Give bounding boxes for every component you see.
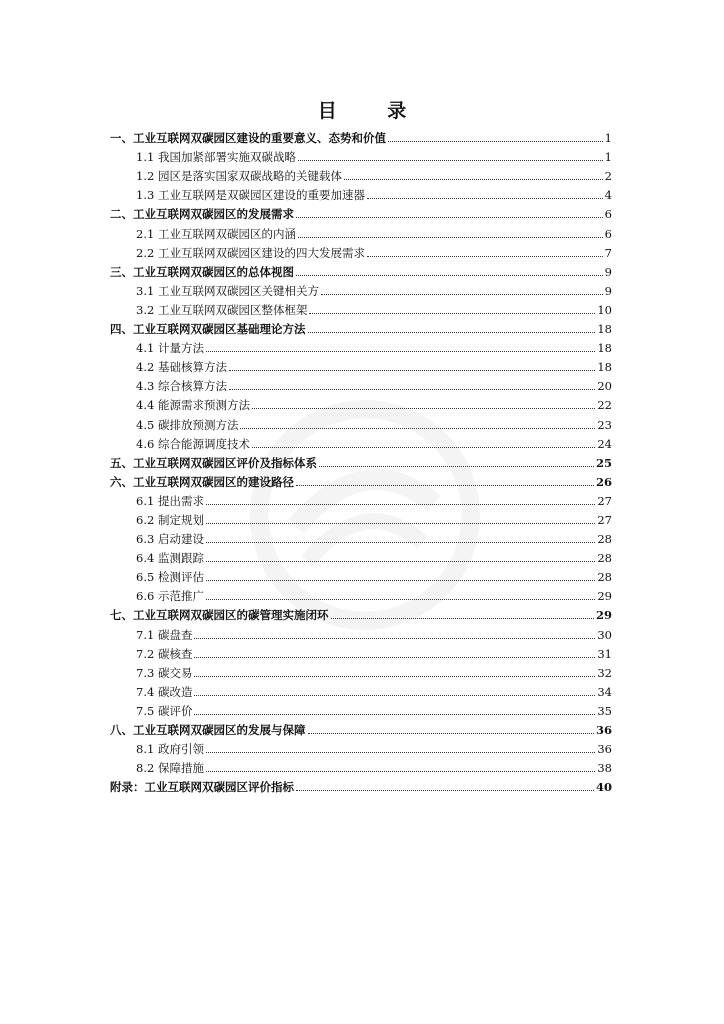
toc-section-entry[interactable] — [110, 642, 612, 661]
toc-section-entry[interactable] — [110, 279, 612, 298]
toc-dot-leader — [296, 217, 603, 218]
toc-dot-leader — [206, 580, 595, 581]
toc-page-number: 10 — [597, 302, 612, 317]
toc-section-entry[interactable] — [110, 489, 612, 508]
toc-entry-label: 2.1 工业互联网双碳园区的内涵 — [136, 226, 296, 241]
toc-entry-label: 4.4 能源需求预测方法 — [136, 398, 250, 413]
toc-entry-label: 4.6 综合能源调度技术 — [136, 436, 250, 451]
toc-dot-leader — [321, 294, 603, 295]
toc-page-number: 38 — [597, 761, 612, 776]
toc-page-number: 18 — [597, 360, 612, 375]
toc-dot-leader — [206, 504, 595, 505]
toc-dot-leader — [206, 561, 595, 562]
table-of-contents — [110, 126, 612, 794]
toc-section-entry[interactable] — [110, 241, 612, 260]
toc-section-entry[interactable] — [110, 221, 612, 240]
toc-section-entry[interactable] — [110, 298, 612, 317]
toc-dot-leader — [229, 389, 595, 390]
toc-page-number: 18 — [597, 341, 612, 356]
toc-chapter-entry[interactable] — [110, 718, 612, 737]
toc-entry-label: 三、工业互联网双碳园区的总体视图 — [110, 264, 294, 279]
toc-dot-leader — [319, 466, 594, 467]
toc-page-number: 36 — [595, 723, 612, 737]
toc-dot-leader — [367, 256, 603, 257]
toc-page-number: 35 — [597, 703, 612, 718]
toc-entry-label: 3.1 工业互联网双碳园区关键相关方 — [136, 283, 319, 298]
toc-dot-leader — [344, 179, 603, 180]
toc-entry-label: 4.5 碳排放预测方法 — [136, 417, 239, 432]
toc-dot-leader — [194, 657, 595, 658]
toc-dot-leader — [367, 198, 603, 199]
toc-entry-label: 1.3 工业互联网是双碳园区建设的重要加速器 — [136, 188, 365, 203]
toc-page-number: 27 — [597, 512, 612, 527]
toc-entry-label: 6.6 示范推广 — [136, 589, 204, 604]
toc-entry-label: 7.2 碳核查 — [136, 646, 193, 661]
toc-entry-label: 附录：工业互联网双碳园区评价指标 — [110, 780, 294, 795]
toc-chapter-entry[interactable] — [110, 202, 612, 221]
toc-entry-label: 8.2 保障措施 — [136, 761, 204, 776]
toc-page-number: 18 — [597, 322, 612, 337]
toc-page-number: 27 — [597, 493, 612, 508]
toc-dot-leader — [296, 790, 594, 791]
toc-section-entry[interactable] — [110, 527, 612, 546]
toc-page-number: 7 — [604, 245, 612, 260]
toc-entry-label: 1.1 我国加紧部署实施双碳战略 — [136, 150, 296, 165]
toc-dot-leader — [308, 733, 594, 734]
toc-page-number: 29 — [595, 608, 612, 623]
page-title: 目 录 — [317, 100, 429, 122]
toc-section-entry[interactable] — [110, 661, 612, 680]
toc-section-entry[interactable] — [110, 737, 612, 756]
toc-section-entry[interactable] — [110, 546, 612, 565]
toc-section-entry[interactable] — [110, 584, 612, 603]
toc-page-number: 26 — [595, 474, 612, 489]
toc-entry-label: 3.2 工业互联网双碳园区整体框架 — [136, 302, 308, 317]
toc-chapter-entry[interactable] — [110, 317, 612, 336]
toc-chapter-entry[interactable] — [110, 775, 612, 794]
toc-entry-label: 6.1 提出需求 — [136, 493, 204, 508]
toc-section-entry[interactable] — [110, 680, 612, 699]
toc-dot-leader — [296, 485, 594, 486]
toc-entry-label: 8.1 政府引领 — [136, 742, 204, 757]
toc-page-number: 28 — [597, 532, 612, 547]
toc-dot-leader — [309, 313, 595, 314]
toc-entry-label: 7.5 碳评价 — [136, 703, 193, 718]
toc-entry-label: 八、工业互联网双碳园区的发展与保障 — [110, 723, 306, 737]
toc-dot-leader — [308, 332, 596, 333]
toc-page-number: 1 — [604, 131, 612, 146]
toc-entry-label: 7.1 碳盘查 — [136, 627, 193, 642]
toc-section-entry[interactable] — [110, 508, 612, 527]
toc-section-entry[interactable] — [110, 432, 612, 451]
toc-entry-label: 6.3 启动建设 — [136, 532, 204, 547]
toc-dot-leader — [194, 695, 595, 696]
toc-chapter-entry[interactable] — [110, 126, 612, 145]
toc-dot-leader — [296, 275, 603, 276]
toc-page-number: 9 — [604, 283, 612, 298]
toc-section-entry[interactable] — [110, 756, 612, 775]
toc-section-entry[interactable] — [110, 164, 612, 183]
toc-page-number: 2 — [604, 169, 612, 184]
toc-dot-leader — [388, 141, 603, 142]
toc-page-number: 23 — [597, 417, 612, 432]
toc-chapter-entry[interactable] — [110, 470, 612, 489]
toc-section-entry[interactable] — [110, 699, 612, 718]
toc-entry-label: 七、工业互联网双碳园区的碳管理实施闭环 — [110, 608, 329, 623]
toc-entry-label: 二、工业互联网双碳园区的发展需求 — [110, 207, 294, 222]
toc-dot-leader — [331, 618, 594, 619]
toc-page-number: 20 — [597, 379, 612, 394]
toc-page-number: 6 — [604, 226, 612, 241]
toc-section-entry[interactable] — [110, 565, 612, 584]
toc-dot-leader — [206, 542, 595, 543]
toc-entry-label: 7.4 碳改造 — [136, 684, 193, 699]
toc-page-number: 24 — [597, 436, 612, 451]
toc-page-number: 30 — [597, 627, 612, 642]
toc-entry-label: 2.2 工业互联网双碳园区建设的四大发展需求 — [136, 245, 365, 260]
toc-section-entry[interactable] — [110, 393, 612, 412]
toc-section-entry[interactable] — [110, 336, 612, 355]
toc-dot-leader — [240, 428, 595, 429]
toc-page-number: 28 — [597, 570, 612, 585]
toc-dot-leader — [252, 447, 595, 448]
toc-section-entry[interactable] — [110, 622, 612, 641]
toc-dot-leader — [206, 771, 595, 772]
toc-dot-leader — [194, 714, 595, 715]
toc-dot-leader — [194, 638, 595, 639]
toc-page-number: 1 — [604, 150, 612, 165]
toc-page-number: 22 — [597, 398, 612, 413]
toc-page-number: 29 — [597, 589, 612, 604]
toc-entry-label: 六、工业互联网双碳园区的建设路径 — [110, 474, 294, 489]
toc-page-number: 4 — [604, 188, 612, 203]
toc-dot-leader — [252, 408, 595, 409]
toc-entry-label: 1.2 园区是落实国家双碳战略的关键载体 — [136, 169, 342, 184]
toc-page-number: 28 — [597, 551, 612, 566]
toc-dot-leader — [206, 752, 595, 753]
toc-dot-leader — [194, 676, 595, 677]
toc-page-number: 9 — [604, 264, 612, 279]
toc-dot-leader — [206, 351, 595, 352]
toc-entry-label: 4.1 计量方法 — [136, 341, 204, 356]
toc-page-number: 25 — [595, 455, 612, 470]
toc-section-entry[interactable] — [110, 355, 612, 374]
toc-entry-label: 一、工业互联网双碳园区建设的重要意义、态势和价值 — [110, 131, 386, 146]
toc-page-number: 34 — [597, 684, 612, 699]
toc-dot-leader — [298, 237, 603, 238]
toc-section-entry[interactable] — [110, 183, 612, 202]
toc-dot-leader — [206, 523, 595, 524]
toc-entry-label: 7.3 碳交易 — [136, 665, 193, 680]
toc-page-number: 31 — [597, 646, 612, 661]
toc-entry-label: 6.4 监测跟踪 — [136, 551, 204, 566]
toc-page-number: 36 — [597, 742, 612, 757]
toc-page-number: 32 — [597, 665, 612, 680]
toc-entry-label: 四、工业互联网双碳园区基础理论方法 — [110, 322, 306, 337]
toc-chapter-entry[interactable] — [110, 451, 612, 470]
toc-entry-label: 4.2 基础核算方法 — [136, 360, 227, 375]
toc-page-number: 6 — [604, 207, 612, 222]
toc-dot-leader — [298, 160, 603, 161]
toc-section-entry[interactable] — [110, 374, 612, 393]
toc-entry-label: 6.5 检测评估 — [136, 570, 204, 585]
toc-section-entry[interactable] — [110, 412, 612, 431]
toc-entry-label: 4.3 综合核算方法 — [136, 379, 227, 394]
toc-page-number: 40 — [595, 780, 612, 795]
toc-chapter-entry[interactable] — [110, 260, 612, 279]
toc-dot-leader — [229, 370, 595, 371]
toc-chapter-entry[interactable] — [110, 603, 612, 622]
toc-dot-leader — [206, 599, 595, 600]
toc-section-entry[interactable] — [110, 145, 612, 164]
toc-entry-label: 五、工业互联网双碳园区评价及指标体系 — [110, 455, 317, 470]
toc-entry-label: 6.2 制定规划 — [136, 512, 204, 527]
